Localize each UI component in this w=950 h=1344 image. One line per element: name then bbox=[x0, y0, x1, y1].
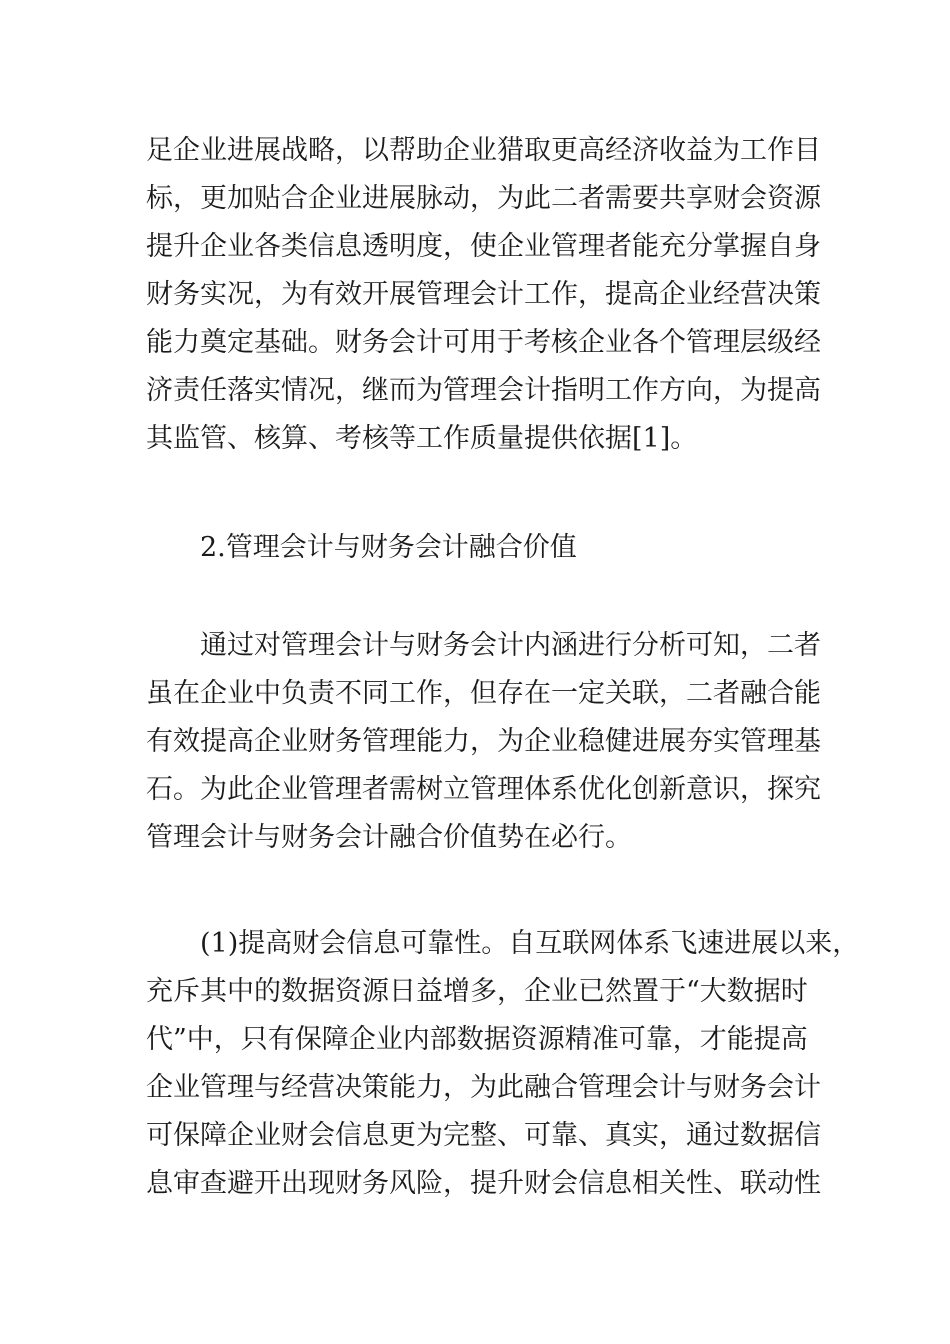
paragraph-line: 息审查避开出现财务风险，提升财会信息相关性、联动性 bbox=[146, 1168, 821, 1199]
paragraph-1 bbox=[146, 127, 821, 463]
paragraph-line: 管理会计与财务会计融合价值势在必行。 bbox=[146, 822, 632, 853]
paragraph-2 bbox=[146, 622, 821, 862]
paragraph-line: 财务实况，为有效开展管理会计工作，提高企业经营决策 bbox=[146, 279, 821, 310]
paragraph-line: 足企业进展战略，以帮助企业猎取更高经济收益为工作目 bbox=[146, 135, 821, 166]
paragraph-line: 充斥其中的数据资源日益增多，企业已然置于“大数据时 bbox=[146, 976, 808, 1007]
paragraph-line: 其监管、核算、考核等工作质量提供依据[1]。 bbox=[146, 423, 698, 454]
paragraph-3 bbox=[146, 920, 860, 1208]
section-heading bbox=[146, 524, 814, 572]
paragraph-line: 通过对管理会计与财务会计内涵进行分析可知，二者 bbox=[146, 630, 821, 661]
paragraph-line: 有效提高企业财务管理能力，为企业稳健进展夯实管理基 bbox=[146, 726, 821, 757]
paragraph-line: (1)提高财会信息可靠性。自互联网体系飞速进展以来， bbox=[146, 928, 860, 959]
paragraph-line: 济责任落实情况，继而为管理会计指明工作方向，为提高 bbox=[146, 375, 821, 406]
paragraph-line: 虽在企业中负责不同工作，但存在一定关联，二者融合能 bbox=[146, 678, 821, 709]
paragraph-line: 提升企业各类信息透明度，使企业管理者能充分掌握自身 bbox=[146, 231, 821, 262]
paragraph-line: 企业管理与经营决策能力，为此融合管理会计与财务会计 bbox=[146, 1072, 821, 1103]
section-heading-text: 2.管理会计与财务会计融合价值 bbox=[146, 532, 577, 563]
paragraph-line: 石。为此企业管理者需树立管理体系优化创新意识，探究 bbox=[146, 774, 821, 805]
paragraph-line: 标，更加贴合企业进展脉动，为此二者需要共享财会资源 bbox=[146, 183, 821, 214]
paragraph-line: 代”中，只有保障企业内部数据资源精准可靠，才能提高 bbox=[146, 1024, 808, 1055]
paragraph-line: 可保障企业财会信息更为完整、可靠、真实，通过数据信 bbox=[146, 1120, 821, 1151]
paragraph-line: 能力奠定基础。财务会计可用于考核企业各个管理层级经 bbox=[146, 327, 821, 358]
